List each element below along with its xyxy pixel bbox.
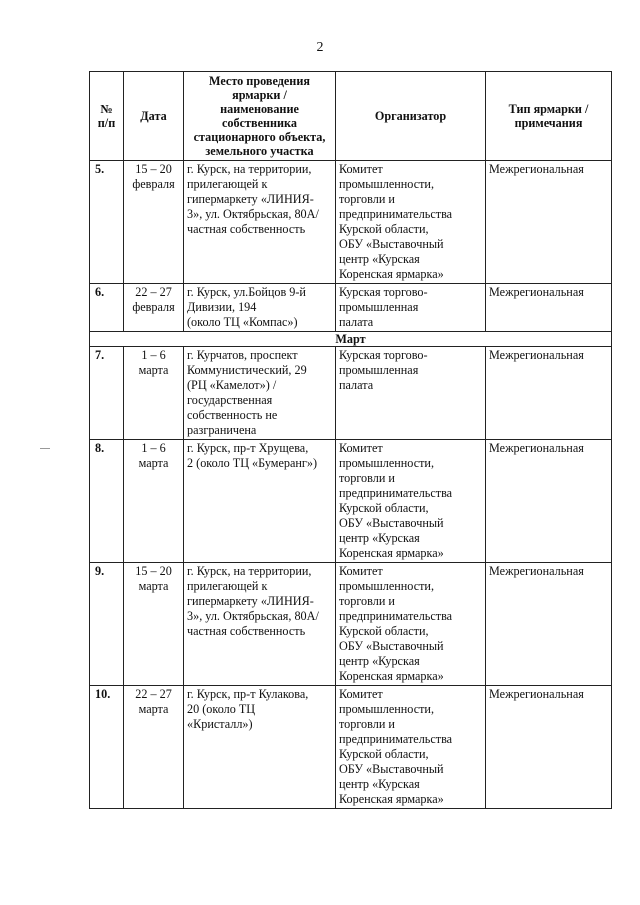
- row-organizer: Комитет промышленности, торговли и предпринимательства Курской области, ОБУ «Выставочный центр «Курская Коренская ярмарка»: [336, 686, 486, 809]
- table-header-row: [90, 72, 612, 161]
- row-number: 9.: [90, 563, 124, 686]
- header-date: Дата: [124, 72, 184, 161]
- row-date: 15 – 20 февраля: [124, 161, 184, 284]
- margin-mark: [40, 448, 50, 449]
- row-date: 22 – 27 марта: [124, 686, 184, 809]
- row-number: 10.: [90, 686, 124, 809]
- row-organizer: Курская торгово- промышленная палата: [336, 284, 486, 332]
- row-type: Межрегиональная: [486, 563, 612, 686]
- table-row: [90, 161, 612, 284]
- row-date: 15 – 20 марта: [124, 563, 184, 686]
- row-type: Межрегиональная: [486, 284, 612, 332]
- header-num: № п/п: [90, 72, 124, 161]
- row-number: 6.: [90, 284, 124, 332]
- month-label: Март: [90, 332, 612, 347]
- table-row: [90, 686, 612, 809]
- row-place: г. Курск, на территории, прилегающей к гипермаркету «ЛИНИЯ- 3», ул. Октябрьская, 80А/ частная собственность: [184, 563, 336, 686]
- row-organizer: Комитет промышленности, торговли и предпринимательства Курской области, ОБУ «Выставочный центр «Курская Коренская ярмарка»: [336, 563, 486, 686]
- row-date: 1 – 6 марта: [124, 440, 184, 563]
- header-type: Тип ярмарки / примечания: [486, 72, 612, 161]
- row-organizer: Комитет промышленности, торговли и предпринимательства Курской области, ОБУ «Выставочный центр «Курская Коренская ярмарка»: [336, 161, 486, 284]
- row-date: 22 – 27 февраля: [124, 284, 184, 332]
- fair-schedule-table: [89, 71, 612, 809]
- row-place: г. Курск, ул.Бойцов 9-й Дивизии, 194 (около ТЦ «Компас»): [184, 284, 336, 332]
- row-place: г. Курчатов, проспект Коммунистический, 29 (РЦ «Камелот») / государственная собственность не разграничена: [184, 347, 336, 440]
- row-type: Межрегиональная: [486, 440, 612, 563]
- row-number: 8.: [90, 440, 124, 563]
- table-row: [90, 284, 612, 332]
- row-place: г. Курск, пр-т Хрущева, 2 (около ТЦ «Бумеранг»): [184, 440, 336, 563]
- row-organizer: Курская торгово- промышленная палата: [336, 347, 486, 440]
- month-row-march: [90, 332, 612, 347]
- row-place: г. Курск, на территории, прилегающей к гипермаркету «ЛИНИЯ- 3», ул. Октябрьская, 80А/ частная собственность: [184, 161, 336, 284]
- table-row: [90, 347, 612, 440]
- row-organizer: Комитет промышленности, торговли и предпринимательства Курской области, ОБУ «Выставочный центр «Курская Коренская ярмарка»: [336, 440, 486, 563]
- row-place: г. Курск, пр-т Кулакова, 20 (около ТЦ «Кристалл»): [184, 686, 336, 809]
- row-number: 7.: [90, 347, 124, 440]
- header-organizer: Организатор: [336, 72, 486, 161]
- table-row: [90, 440, 612, 563]
- row-number: 5.: [90, 161, 124, 284]
- row-type: Межрегиональная: [486, 347, 612, 440]
- table-row: [90, 563, 612, 686]
- row-type: Межрегиональная: [486, 161, 612, 284]
- row-type: Межрегиональная: [486, 686, 612, 809]
- row-date: 1 – 6 марта: [124, 347, 184, 440]
- header-place: Место проведения ярмарки / наименование собственника стационарного объекта, земельного участка: [184, 72, 336, 161]
- page-number: 2: [316, 40, 324, 55]
